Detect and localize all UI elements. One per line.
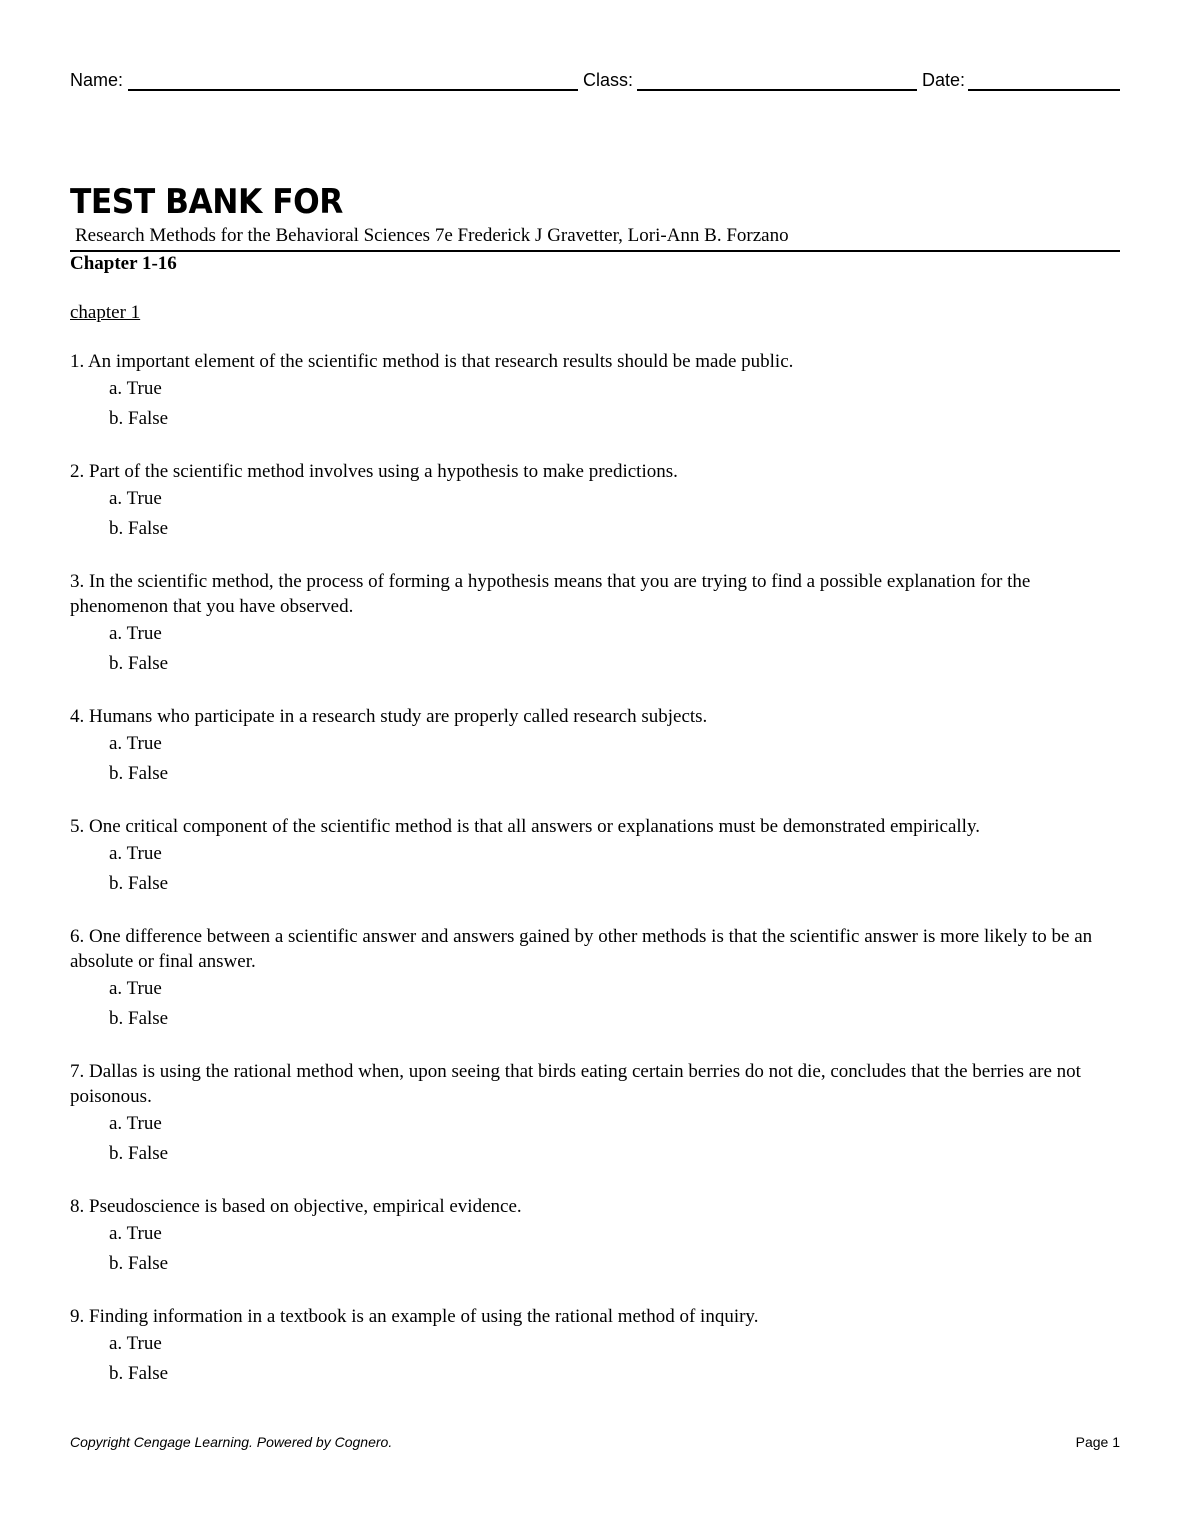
page-number: Page 1 (1075, 1434, 1120, 1450)
book-subtitle (70, 224, 1120, 252)
question-text: 2. Part of the scientific method involves using a hypothesis to make predictions. (70, 461, 678, 482)
question-item (70, 349, 1124, 434)
answer-option[interactable]: a. True (109, 378, 162, 399)
question-item (70, 569, 1124, 679)
name-label: Name: (70, 70, 124, 90)
answer-option[interactable]: b. False (109, 763, 169, 784)
answer-option[interactable]: a. True (109, 1223, 162, 1244)
class-label: Class: (583, 70, 634, 90)
question-item (70, 1194, 1124, 1279)
answer-option[interactable]: a. True (109, 978, 162, 999)
question-item (70, 1304, 1124, 1389)
name-field[interactable] (70, 70, 123, 91)
date-blank-line[interactable] (968, 89, 1120, 91)
answer-option[interactable]: a. True (109, 843, 162, 864)
question-text: 9. Finding information in a textbook is an example of using the rational method of inquiry. (70, 1306, 759, 1327)
document-title: TEST BANK FOR (70, 182, 343, 222)
page-footer (70, 1434, 1120, 1454)
answer-option[interactable]: a. True (109, 1113, 162, 1134)
question-item (70, 459, 1124, 544)
question-item (70, 814, 1124, 899)
answer-option[interactable]: a. True (109, 488, 162, 509)
answer-option[interactable]: a. True (109, 623, 162, 644)
question-item (70, 704, 1124, 789)
question-text: 6. One difference between a scientific answer and answers gained by other methods is that the scientific answer is more likely to be an absolute or final answer. (70, 926, 1093, 972)
class-field[interactable] (583, 70, 633, 91)
date-field[interactable] (922, 70, 965, 91)
answer-option[interactable]: b. False (109, 653, 169, 674)
question-item (70, 924, 1124, 1034)
book-subtitle-text: Research Methods for the Behavioral Sciences 7e Frederick J Gravetter, Lori-Ann B. Forzano (75, 225, 789, 246)
question-list (70, 349, 1124, 1414)
answer-option[interactable]: b. False (109, 1363, 169, 1384)
question-item (70, 1059, 1124, 1169)
answer-option[interactable]: b. False (109, 1008, 169, 1029)
chapter-1-link[interactable]: chapter 1 (70, 302, 141, 323)
question-text: 7. Dallas is using the rational method when, upon seeing that birds eating certain berries do not die, concludes that the berries are not poisonous. (70, 1061, 1081, 1107)
question-text: 3. In the scientific method, the process of forming a hypothesis means that you are trying to find a possible explanation for the phenomenon that you have observed. (70, 571, 1031, 617)
answer-option[interactable]: b. False (109, 408, 169, 429)
date-label: Date: (922, 70, 966, 90)
answer-option[interactable]: b. False (109, 1253, 169, 1274)
answer-option[interactable]: a. True (109, 1333, 162, 1354)
name-blank-line[interactable] (128, 89, 578, 91)
answer-option[interactable]: b. False (109, 518, 169, 539)
student-info-header (70, 70, 1120, 96)
answer-option[interactable]: a. True (109, 733, 162, 754)
class-blank-line[interactable] (637, 89, 917, 91)
copyright-notice: Copyright Cengage Learning. Powered by Cognero. (70, 1434, 393, 1450)
answer-option[interactable]: b. False (109, 873, 169, 894)
question-text: 1. An important element of the scientific method is that research results should be made public. (70, 351, 794, 372)
chapter-range-heading: Chapter 1-16 (70, 253, 177, 274)
question-text: 4. Humans who participate in a research study are properly called research subjects. (70, 706, 708, 727)
question-text: 8. Pseudoscience is based on objective, empirical evidence. (70, 1196, 522, 1217)
question-text: 5. One critical component of the scientific method is that all answers or explanations must be demonstrated empirically. (70, 816, 980, 837)
answer-option[interactable]: b. False (109, 1143, 169, 1164)
